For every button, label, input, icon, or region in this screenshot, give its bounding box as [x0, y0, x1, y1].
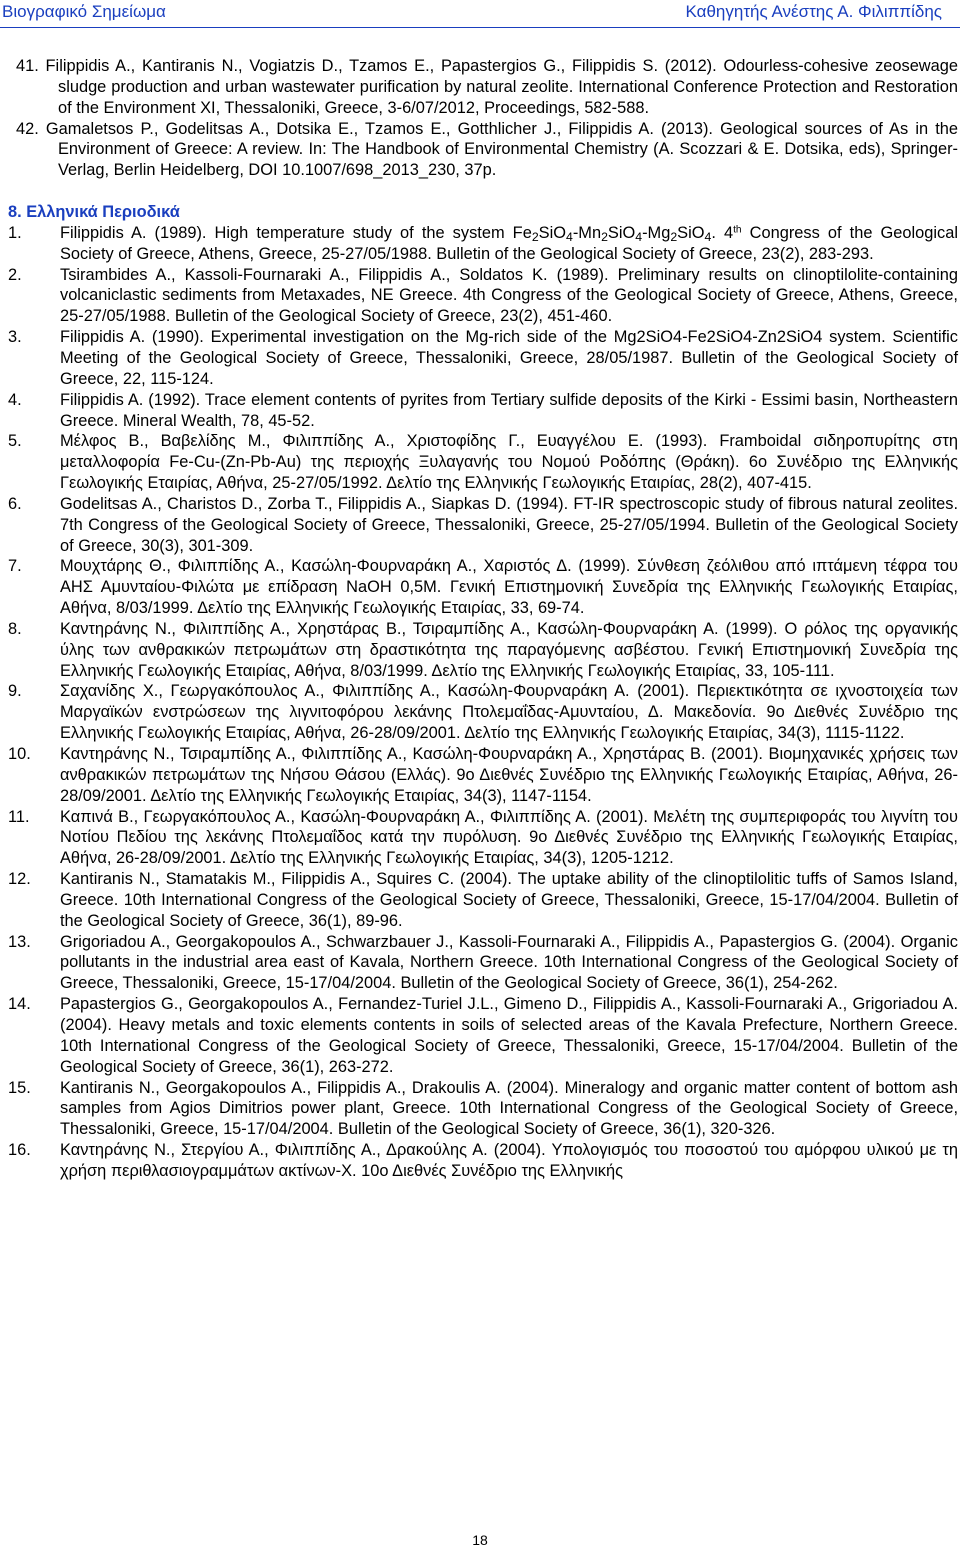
header-divider	[0, 27, 960, 28]
journal-reference-item	[8, 265, 958, 328]
journal-reference-item	[8, 807, 958, 870]
reference-number: 1.	[8, 223, 22, 242]
journal-reference-item	[8, 994, 958, 1077]
reference-text: Καντηράνης Ν., Φιλιππίδης Α., Χρηστάρας Β., Τσιραμπίδης Α., Κασώλη-Φουρναράκη Α. (1999). Ο ρόλος της οργανικής ύλης των ανθρακικών πετρωμάτων στη δραστικότητα της παραγόμενης ασβέστου. Γενική Επιστημονική Συνεδρία της Ελληνικής Γεωλογικής Εταιρίας, Αθήνα, 8/03/1999. Δελτίο της Ελληνικής Γεωλογικής Εταιρίας, 33, 105-111.	[60, 619, 958, 680]
journal-reference-item	[8, 556, 958, 619]
journal-reference-item	[8, 223, 958, 265]
reference-item: 42. Gamaletsos P., Godelitsas A., Dotsika E., Tzamos E., Gotthlicher J., Filippidis A. (2013). Geological sources of As in the Environment of Greece: A review. In: The Handbook of Environmental Chemistry (A. Scozzari & E. Dotsika, eds), Springer-Verlag, Berlin Heidelberg, DOI 10.1007/698_2013_230, 37p.	[16, 119, 958, 180]
journal-reference-item	[8, 327, 958, 390]
reference-text: Godelitsas A., Charistos D., Zorba T., Filippidis A., Siapkas D. (1994). FT-IR spectroscopic study of fibrous natural zeolites. 7th Congress of the Geological Society of Greece, Thessaloniki, Greece, 25-27/05/1994. Bulletin of the Geological Society of Greece, 30(3), 301-309.	[60, 494, 958, 555]
spacer	[8, 181, 958, 202]
reference-text: Filippidis A. (1989). High temperature study of the system $Fe_2SiO_4-Mn_2SiO_4-Mg_2SiO_4$. 4th Congress of the Geological Society of Greece, Athens, Greece, 25-27/05/1988. Bulletin of the Geological Society of Greece, 23(2), 283-293.	[60, 223, 958, 263]
journal-reference-item	[8, 932, 958, 995]
reference-text: Filippidis A. (1990). Experimental investigation on the Mg-rich side of the Mg2SiO4-Fe2SiO4-Zn2SiO4 system. Scientific Meeting of the Geological Society of Greece, Thessaloniki, Greece, 28/05/1987. Bulletin of the Geological Society of Greece, 22, 115-124.	[60, 328, 958, 388]
reference-text: Σαχανίδης Χ., Γεωργακόπουλος Α., Φιλιππίδης Α., Κασώλη-Φουρναράκη Α. (2001). Περιεκτικότητα σε ιχνοστοιχεία των Μαργαϊκών ενστρώσεων της λιγνιτοφόρου λεκάνης Πτολεμαΐδας-Αμυνταίου, Δ. Μακεδονία. 9ο Διεθνές Συνέδριο της Ελληνικής Γεωλογικής Εταιρίας, Αθήνα, 26-28/09/2001. Δελτίο της Ελληνικής Γεωλογικής Εταιρίας, 34(3), 1115-1122.	[60, 682, 958, 743]
page-header	[0, 0, 960, 26]
reference-number: 2.	[8, 265, 22, 284]
reference-number: 11.	[8, 807, 30, 826]
page-number: 18	[472, 1532, 488, 1548]
reference-number: 6.	[8, 494, 22, 513]
reference-text: Tsirambides A., Kassoli-Fournaraki A., Filippidis A., Soldatos K. (1989). Preliminary results on clinoptilolite-containing volcaniclastic sediments from Metaxades, NE Greece. 4th Congress of the Geological Society of Greece, Athens, Greece, 25-27/05/1988. Bulletin of the Geological Society of Greece, 23(2), 451-460.	[60, 265, 958, 326]
page-content	[8, 56, 958, 1182]
reference-number: 5.	[8, 432, 22, 451]
journal-reference-item	[8, 681, 958, 744]
reference-number: 7.	[8, 557, 22, 576]
reference-number: 14.	[8, 995, 31, 1014]
reference-number: 3.	[8, 328, 22, 347]
reference-number: 13.	[8, 932, 31, 951]
reference-text: Kantiranis N., Georgakopoulos A., Filippidis A., Drakoulis A. (2004). Mineralogy and organic matter content of bottom ash samples from Agios Dimitrios power plant, Greece. 10th International Congress of the Geological Society of Greece, Thessaloniki, Greece, 15-17/04/2004. Bulletin of the Geological Society of Greece, 36(1), 320-326.	[60, 1078, 958, 1139]
journal-reference-item	[8, 431, 958, 494]
journal-reference-item	[8, 1078, 958, 1141]
reference-number: 12.	[8, 870, 31, 889]
reference-text: Καντηράνης Ν., Τσιραμπίδης Α., Φιλιππίδης Α., Κασώλη-Φουρναράκη Α., Χρηστάρας Β. (2001). Βιομηχανικές χρήσεις των ανθρακικών πετρωμάτων της Νήσου Θάσου (Ελλάς). 9ο Διεθνές Συνέδριο της Ελληνικής Γεωλογικής Εταιρίας, Αθήνα, 26-28/09/2001. Δελτίο της Ελληνικής Γεωλογικής Εταιρίας, 34(3), 1147-1154.	[60, 745, 958, 805]
reference-text: Καντηράνης Ν., Στεργίου Α., Φιλιππίδης Α., Δρακούλης Α. (2004). Υπολογισμός του ποσοστού του αμόρφου υλικού με τη χρήση περιθλασιογραμμάτων ακτίνων-Χ. 10ο Διεθνές Συνέδριο της Ελληνικής	[60, 1141, 958, 1180]
reference-number: 16.	[8, 1141, 31, 1160]
journal-reference-item	[8, 869, 958, 932]
reference-number: 8.	[8, 619, 22, 638]
reference-text: Μουχτάρης Θ., Φιλιππίδης Α., Κασώλη-Φουρναράκη Α., Χαριστός Δ. (1999). Σύνθεση ζεόλιθου από ιπτάμενη τέφρα του ΑΗΣ Αμυνταίου-Φιλώτα με επίδραση NaOH 0,5M. Γενική Επιστημονική Συνεδρία της Ελληνικής Γεωλογικής Εταιρίας, Αθήνα, 8/03/1999. Δελτίο της Ελληνικής Γεωλογικής Εταιρίας, 33, 69-74.	[60, 557, 958, 618]
journal-reference-item	[8, 744, 958, 807]
reference-text: Papastergios G., Georgakopoulos A., Fernandez-Turiel J.L., Gimeno D., Filippidis A., Kassoli-Fournaraki A., Grigoriadou A. (2004). Heavy metals and toxic elements contents in soils of selected areas of the Kavala Prefecture, Northern Greece. 10th International Congress of the Geological Society of Greece, Thessaloniki, Greece, 15-17/04/2004. Bulletin of the Geological Society of Greece, 36(1), 263-272.	[60, 995, 958, 1076]
reference-number: 4.	[8, 390, 22, 409]
journal-reference-item	[8, 1140, 958, 1182]
reference-number: 15.	[8, 1078, 31, 1097]
reference-text: Filippidis A. (1992). Trace element contents of pyrites from Tertiary sulfide deposits of the Kirki - Essimi basin, Northeastern Greece. Mineral Wealth, 78, 45-52.	[60, 390, 958, 430]
journal-reference-item	[8, 390, 958, 432]
reference-text: Καπινά Β., Γεωργακόπουλος Α., Κασώλη-Φουρναράκη Α., Φιλιππίδης Α. (2001). Μελέτη της συμπεριφοράς του λιγνίτη του Νοτίου Πεδίου της λεκάνης Πτολεμαΐδος κατά την πυρόλυση. 9ο Διεθνές Συνέδριο της Ελληνικής Γεωλογικής Εταιρίας, Αθήνα, 26-28/09/2001. Δελτίο της Ελληνικής Γεωλογικής Εταιρίας, 34(3), 1205-1212.	[60, 807, 958, 868]
section-title: 8. Ελληνικά Περιοδικά	[8, 203, 180, 222]
reference-text: Grigoriadou A., Georgakopoulos A., Schwarzbauer J., Kassoli-Fournaraki A., Filippidis A., Papastergios G. (2004). Organic pollutants in the industrial area east of Kavala, Northern Greece. 10th International Congress of the Geological Society of Greece, Thessaloniki, Greece, 15-17/04/2004. Bulletin of the Geological Society of Greece, 36(1), 254-262.	[60, 932, 958, 993]
reference-text: Μέλφος Β., Βαβελίδης Μ., Φιλιππίδης Α., Χριστοφίδης Γ., Ευαγγέλου Ε. (1993). Framboidal σιδηροπυρίτης στη μεταλλοφορία Fe-Cu-(Zn-Pb-Au) της περιοχής Ξυλαγανής του Νομού Ροδόπης (Θράκη). 6ο Συνέδριο της Ελληνικής Γεωλογικής Εταιρίας, Αθήνα, 25-27/05/1992. Δελτίο της Ελληνικής Γεωλογικής Εταιρίας, 28(2), 407-415.	[60, 432, 958, 493]
reference-text: Kantiranis N., Stamatakis M., Filippidis A., Squires C. (2004). The uptake ability of the clinoptilolitic tuffs of Samos Island, Greece. 10th International Congress of the Geological Society of Greece, Thessaloniki, Greece, 15-17/04/2004. Bulletin of the Geological Society of Greece, 36(1), 89-96.	[60, 870, 958, 930]
journal-reference-list	[8, 223, 958, 1182]
header-left-title: Βιογραφικό Σημείωμα	[2, 2, 166, 21]
reference-number: 9.	[8, 682, 22, 701]
journal-reference-item	[8, 494, 958, 557]
journal-reference-item	[8, 619, 958, 682]
reference-item: 41. Filippidis A., Kantiranis N., Vogiatzis D., Tzamos E., Papastergios G., Filippidis S. (2012). Odourless-cohesive zeosewage sludge production and urban wastewater purification by natural zeolite. International Conference Protection and Restoration of the Environment XI, Thessaloniki, Greece, 3-6/07/2012, Proceedings, 582-588.	[16, 57, 958, 117]
reference-number: 10.	[8, 745, 31, 763]
header-right-title: Καθηγητής Ανέστης Α. Φιλιππίδης	[685, 2, 942, 21]
